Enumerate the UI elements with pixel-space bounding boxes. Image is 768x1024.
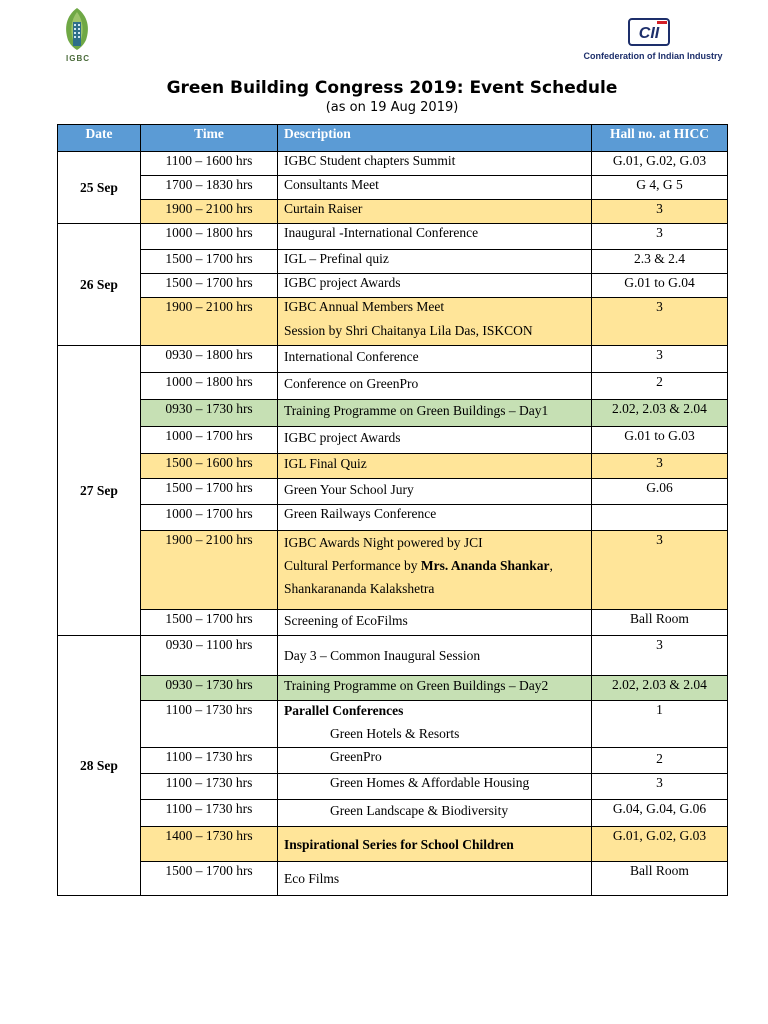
description-cell: Eco Films — [278, 862, 592, 896]
igbc-logo-text: IGBC — [66, 54, 90, 63]
svg-text:CII: CII — [638, 25, 660, 42]
table-row — [58, 152, 728, 176]
hall-cell: 2.02, 2.03 & 2.04 — [592, 676, 728, 701]
time-cell: 1500 – 1700 hrs — [141, 862, 278, 896]
time-cell: 1500 – 1700 hrs — [141, 610, 278, 636]
table-row — [58, 454, 728, 479]
table-row — [58, 505, 728, 531]
hall-cell: 3 — [592, 346, 728, 373]
time-cell: 1500 – 1700 hrs — [141, 274, 278, 298]
description-line: IGBC Awards Night powered by JCI — [284, 535, 483, 550]
column-header-description: Description — [278, 125, 592, 152]
event-schedule-table — [57, 124, 728, 896]
hall-cell: 2.02, 2.03 & 2.04 — [592, 400, 728, 427]
hall-cell: G.01, G.02, G.03 — [592, 152, 728, 176]
time-cell: 1000 – 1800 hrs — [141, 373, 278, 400]
time-cell: 1000 – 1700 hrs — [141, 427, 278, 454]
hall-cell: G.01, G.02, G.03 — [592, 827, 728, 862]
description-cell: Training Programme on Green Buildings – Day1 — [278, 400, 592, 427]
description-line: Session by Shri Chaitanya Lila Das, ISKCON — [284, 323, 533, 338]
page-subtitle: (as on 19 Aug 2019) — [325, 100, 459, 115]
time-cell: 1500 – 1700 hrs — [141, 250, 278, 274]
table-row — [58, 862, 728, 896]
description-cell: Green Railways Conference — [278, 505, 592, 531]
description-cell: Screening of EcoFilms — [278, 610, 592, 636]
description-cell: Curtain Raiser — [278, 200, 592, 224]
table-row — [58, 224, 728, 250]
cii-logo-subtitle: Confederation of Indian Industry — [583, 51, 723, 61]
table-row — [58, 479, 728, 505]
hall-cell: 3 — [592, 224, 728, 250]
date-cell: 27 Sep — [58, 346, 141, 636]
time-cell: 1500 – 1600 hrs — [141, 454, 278, 479]
time-cell: 0930 – 1100 hrs — [141, 636, 278, 676]
hall-cell: G.06 — [592, 479, 728, 505]
time-cell: 1100 – 1730 hrs — [141, 800, 278, 827]
hall-cell: G 4, G 5 — [592, 176, 728, 200]
hall-cell: 3 — [592, 200, 728, 224]
description-cell: IGL Final Quiz — [278, 454, 592, 479]
hall-cell: 2 — [592, 748, 728, 774]
description-line: Parallel Conferences — [284, 703, 404, 718]
description-cell: Green Homes & Affordable Housing — [278, 774, 592, 800]
description-cell: Inspirational Series for School Children — [278, 827, 592, 862]
time-cell: 1700 – 1830 hrs — [141, 176, 278, 200]
hall-cell: 2.3 & 2.4 — [592, 250, 728, 274]
table-row — [58, 427, 728, 454]
description-cell: International Conference — [278, 346, 592, 373]
time-cell: 1100 – 1600 hrs — [141, 152, 278, 176]
description-cell: IGBC project Awards — [278, 274, 592, 298]
time-cell: 1100 – 1730 hrs — [141, 701, 278, 748]
hall-cell: 2 — [592, 373, 728, 400]
description-text: Cultural Performance by — [284, 558, 421, 573]
table-row — [58, 636, 728, 676]
hall-cell: G.04, G.04, G.06 — [592, 800, 728, 827]
description-cell: Day 3 – Common Inaugural Session — [278, 636, 592, 676]
description-cell: Training Programme on Green Buildings – Day2 — [278, 676, 592, 701]
date-cell: 28 Sep — [58, 636, 141, 896]
performer-name: Mrs. Ananda Shankar — [420, 558, 550, 573]
time-cell: 1900 – 2100 hrs — [141, 200, 278, 224]
table-row — [58, 610, 728, 636]
hall-cell: G.01 to G.04 — [592, 274, 728, 298]
hall-cell: G.01 to G.03 — [592, 427, 728, 454]
table-row — [58, 531, 728, 610]
table-row — [58, 250, 728, 274]
description-cell: IGL – Prefinal quiz — [278, 250, 592, 274]
time-cell: 1000 – 1700 hrs — [141, 505, 278, 531]
hall-cell: 3 — [592, 454, 728, 479]
table-header-row — [58, 125, 728, 152]
table-row — [58, 748, 728, 774]
time-cell: 1900 – 2100 hrs — [141, 298, 278, 346]
description-cell: IGBC Student chapters Summit — [278, 152, 592, 176]
description-cell: Conference on GreenPro — [278, 373, 592, 400]
time-cell: 0930 – 1730 hrs — [141, 676, 278, 701]
column-header-date: Date — [58, 125, 141, 152]
hall-cell: 3 — [592, 774, 728, 800]
table-row — [58, 346, 728, 373]
igbc-logo — [56, 8, 100, 66]
date-cell: 25 Sep — [58, 152, 141, 224]
description-line: Shankarananda Kalakshetra — [284, 581, 435, 596]
time-cell: 1100 – 1730 hrs — [141, 748, 278, 774]
cii-logo — [578, 18, 728, 64]
hall-cell: 3 — [592, 298, 728, 346]
hall-cell: 3 — [592, 636, 728, 676]
table-row — [58, 176, 728, 200]
time-cell: 0930 – 1800 hrs — [141, 346, 278, 373]
description-cell: Green Your School Jury — [278, 479, 592, 505]
table-row — [58, 701, 728, 748]
table-row — [58, 400, 728, 427]
description-cell — [278, 701, 592, 748]
column-header-hall: Hall no. at HICC — [592, 125, 728, 152]
time-cell: 1500 – 1700 hrs — [141, 479, 278, 505]
table-row — [58, 200, 728, 224]
description-cell: Consultants Meet — [278, 176, 592, 200]
description-text: , — [549, 558, 553, 573]
description-cell: IGBC project Awards — [278, 427, 592, 454]
table-row — [58, 774, 728, 800]
time-cell: 1400 – 1730 hrs — [141, 827, 278, 862]
hall-cell: Ball Room — [592, 862, 728, 896]
time-cell: 0930 – 1730 hrs — [141, 400, 278, 427]
description-line: Green Hotels & Resorts — [330, 726, 460, 741]
hall-cell: Ball Room — [592, 610, 728, 636]
time-cell: 1000 – 1800 hrs — [141, 224, 278, 250]
hall-cell: 3 — [592, 531, 728, 610]
description-cell: Inaugural -International Conference — [278, 224, 592, 250]
table-row — [58, 827, 728, 862]
cii-mark-icon — [628, 18, 670, 46]
description-line — [284, 558, 591, 574]
description-cell: GreenPro — [278, 748, 592, 774]
table-row — [58, 800, 728, 827]
leaf-building-icon — [62, 8, 92, 52]
hall-cell — [592, 505, 728, 531]
description-cell — [278, 531, 592, 610]
description-line: IGBC Annual Members Meet — [284, 299, 445, 314]
column-header-time: Time — [141, 125, 278, 152]
table-row — [58, 298, 728, 346]
page-title: Green Building Congress 2019: Event Schedule — [166, 78, 618, 98]
table-row — [58, 676, 728, 701]
table-row — [58, 373, 728, 400]
date-cell: 26 Sep — [58, 224, 141, 346]
table-row — [58, 274, 728, 298]
description-cell: Green Landscape & Biodiversity — [278, 800, 592, 827]
time-cell: 1100 – 1730 hrs — [141, 774, 278, 800]
time-cell: 1900 – 2100 hrs — [141, 531, 278, 610]
description-cell — [278, 298, 592, 346]
hall-cell: 1 — [592, 701, 728, 748]
